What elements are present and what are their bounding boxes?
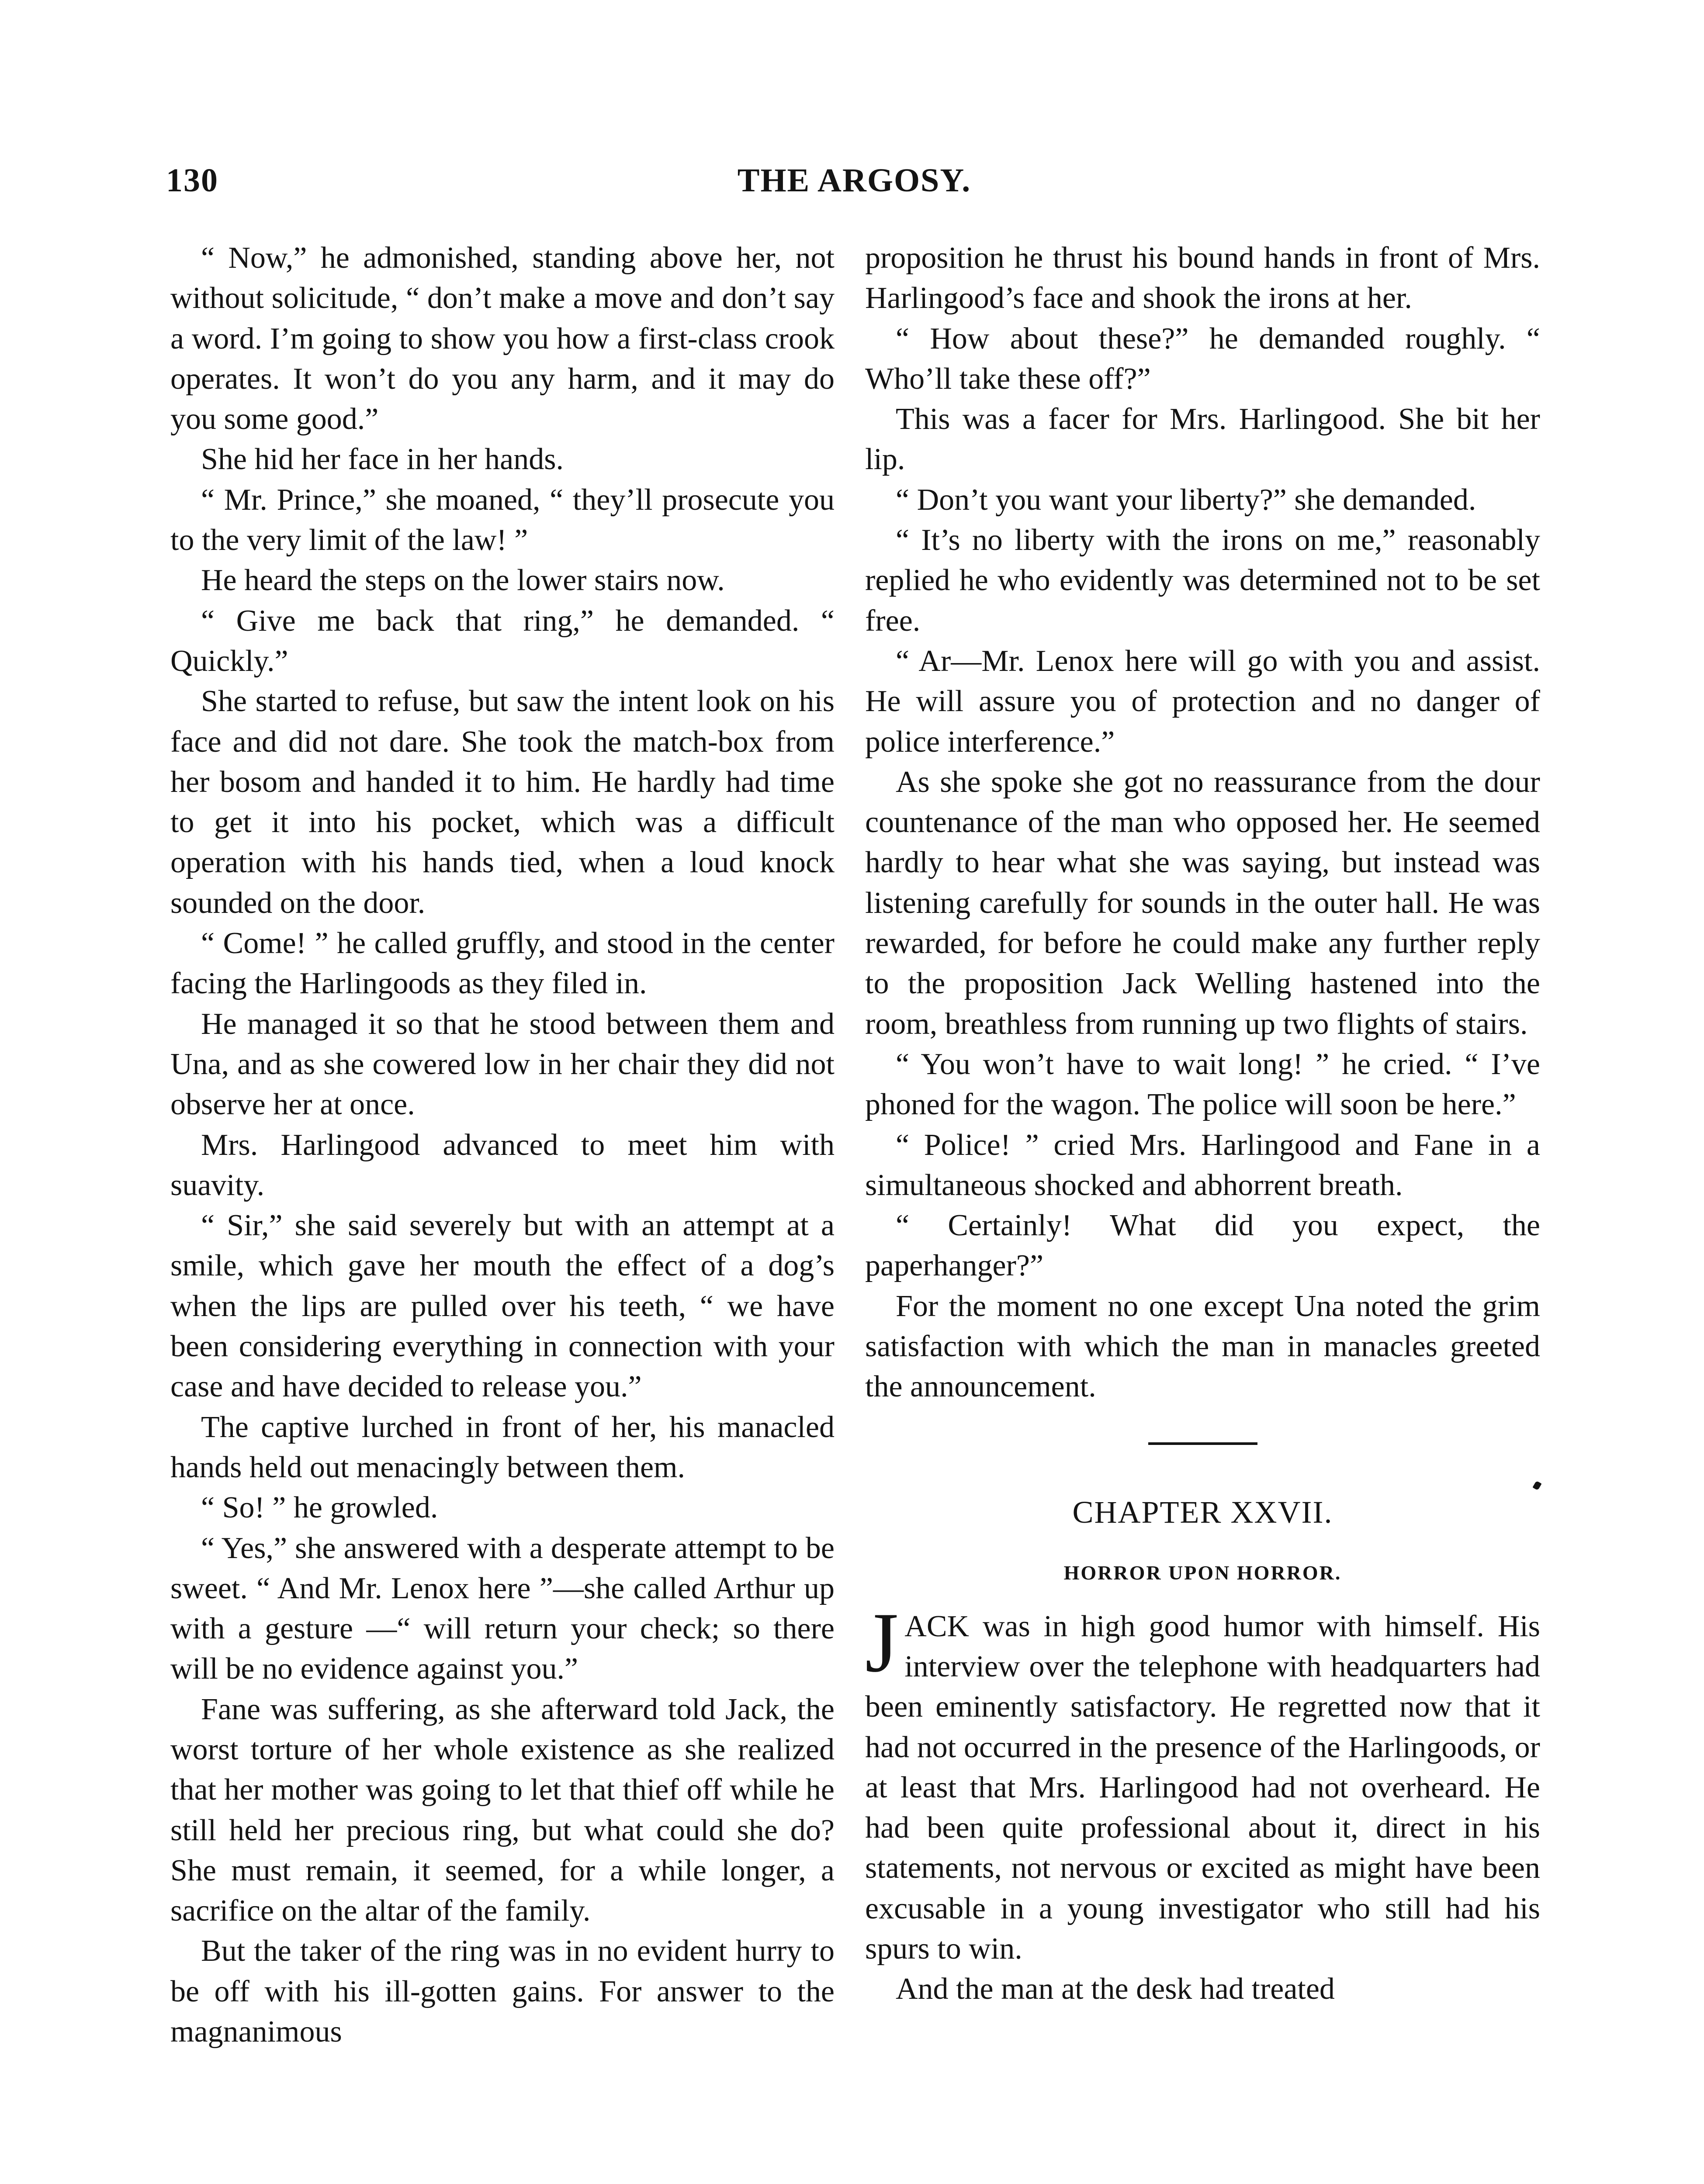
paragraph: “ Yes,” she answered with a desperate attempt to be sweet. “ And Mr. Lenox here ”—she called Arthur up with a gesture —“ will return your check; so there will be no evidence against you.” [170,1531,835,1686]
paragraph: “ Sir,” she said severely but with an attempt at a smile, which gave her mouth the effect of a dog’s when the lips are pulled over his teeth, “ we have been considering everything in connection with your case and have decided to release you.” [170,1209,835,1404]
page-number: 130 [166,162,218,199]
drop-cap: J [865,1595,899,1690]
paragraph: “ Ar—Mr. Lenox here will go with you and assist. He will assure you of protection and no danger of police interference.” [865,644,1540,759]
chapter-title [865,1492,1540,1532]
paragraph: She started to refuse, but saw the intent look on his face and did not dare. She took the match-box from her bosom and handed it to him. He hardly had time to get it into his pocket, which was a difficult operation with his hands tied, when a loud knock sounded on the door. [170,684,835,920]
paragraph: Mrs. Harlingood advanced to meet him with suavity. [170,1128,835,1202]
paragraph: But the taker of the ring was in no evident hurry to be off with his ill-gotten gains. For answer to the magnanimous [170,1934,835,2049]
chapter-subtitle: HORROR UPON HORROR. [1063,1561,1342,1584]
chapter-title-text: CHAPTER XXVII. [1072,1494,1333,1530]
paragraph: “ How about these?” he demanded roughly. “ Who’ll take these off?” [865,321,1540,396]
paragraph: “ Give me back that ring,” he demanded. “ Quickly.” [170,604,835,678]
paragraph: “ Don’t you want your liberty?” she demanded. [896,483,1476,517]
ornament-icon [1532,1480,1541,1490]
paragraph: “ Now,” he admonished, standing above her, not without solicitude, “ don’t make a move and don’t say a word. I’m going to show you how a first-class crook operates. It won’t do you any harm, and it may do you some good.” [170,241,835,436]
paragraph-text: ACK was in high good humor with himself. His interview over the telephone with headquarters had been eminently satisfactory. He regretted now that it had not occurred in the presence of the Harlingoods, or at least that Mrs. Harlingood had not overheard. He had been quite professional about it, direct in his statements, not nervous or excited as might have been excusable in a young investigator who still had his spurs to win. [865,1609,1540,1966]
paragraph: This was a facer for Mrs. Harlingood. She bit her lip. [865,402,1540,477]
paragraph: “ It’s no liberty with the irons on me,” reasonably replied he who evidently was determined not to be set free. [865,523,1540,638]
running-title: THE ARGOSY. [737,162,971,199]
paragraph: He heard the steps on the lower stairs now. [201,563,725,598]
paragraph: “ So! ” he growled. [201,1491,438,1525]
paragraph: proposition he thrust his bound hands in front of Mrs. Harlingood’s face and shook the irons at her. [865,241,1540,315]
right-column [865,238,1540,2010]
paragraph: “ Come! ” he called gruffly, and stood in the center facing the Harlingoods as they filed in. [170,926,835,1001]
page-header [166,162,1542,210]
paragraph: “ You won’t have to wait long! ” he cried. “ I’ve phoned for the wagon. The police will soon be here.” [865,1047,1540,1122]
paragraph: She hid her face in her hands. [201,442,564,477]
paragraph: As she spoke she got no reassurance from the dour countenance of the man who opposed her. He seemed hardly to hear what she was saying, but instead was listening carefully for sounds in the outer hall. He was rewarded, for before he could make any further reply to the proposition Jack Welling hastened into the room, breathless from running up two flights of stairs. [865,765,1540,1041]
paragraph: And the man at the desk had treated [896,1972,1335,2006]
paragraph: Fane was suffering, as she afterward told Jack, the worst torture of her whole existence as she realized that her mother was going to let that thief off while he still held her precious ring, but what could she do? She must remain, it seemed, for a while longer, a sacrifice on the altar of the family. [170,1692,835,1928]
section-divider [1148,1442,1257,1445]
chapter-first-paragraph [865,1595,1540,1970]
left-column [170,238,835,2052]
paragraph: “ Police! ” cried Mrs. Harlingood and Fane in a simultaneous shocked and abhorrent breath. [865,1128,1540,1202]
paragraph: He managed it so that he stood between them and Una, and as she cowered low in her chair they did not observe her at once. [170,1007,835,1122]
paragraph: For the moment no one except Una noted the grim satisfaction with which the man in manacles greeted the announcement. [865,1289,1540,1404]
paragraph: “ Certainly! What did you expect, the paperhanger?” [865,1209,1540,1283]
paragraph: “ Mr. Prince,” she moaned, “ they’ll prosecute you to the very limit of the law! ” [170,483,835,557]
paragraph: The captive lurched in front of her, his manacled hands held out menacingly between them. [170,1410,835,1484]
